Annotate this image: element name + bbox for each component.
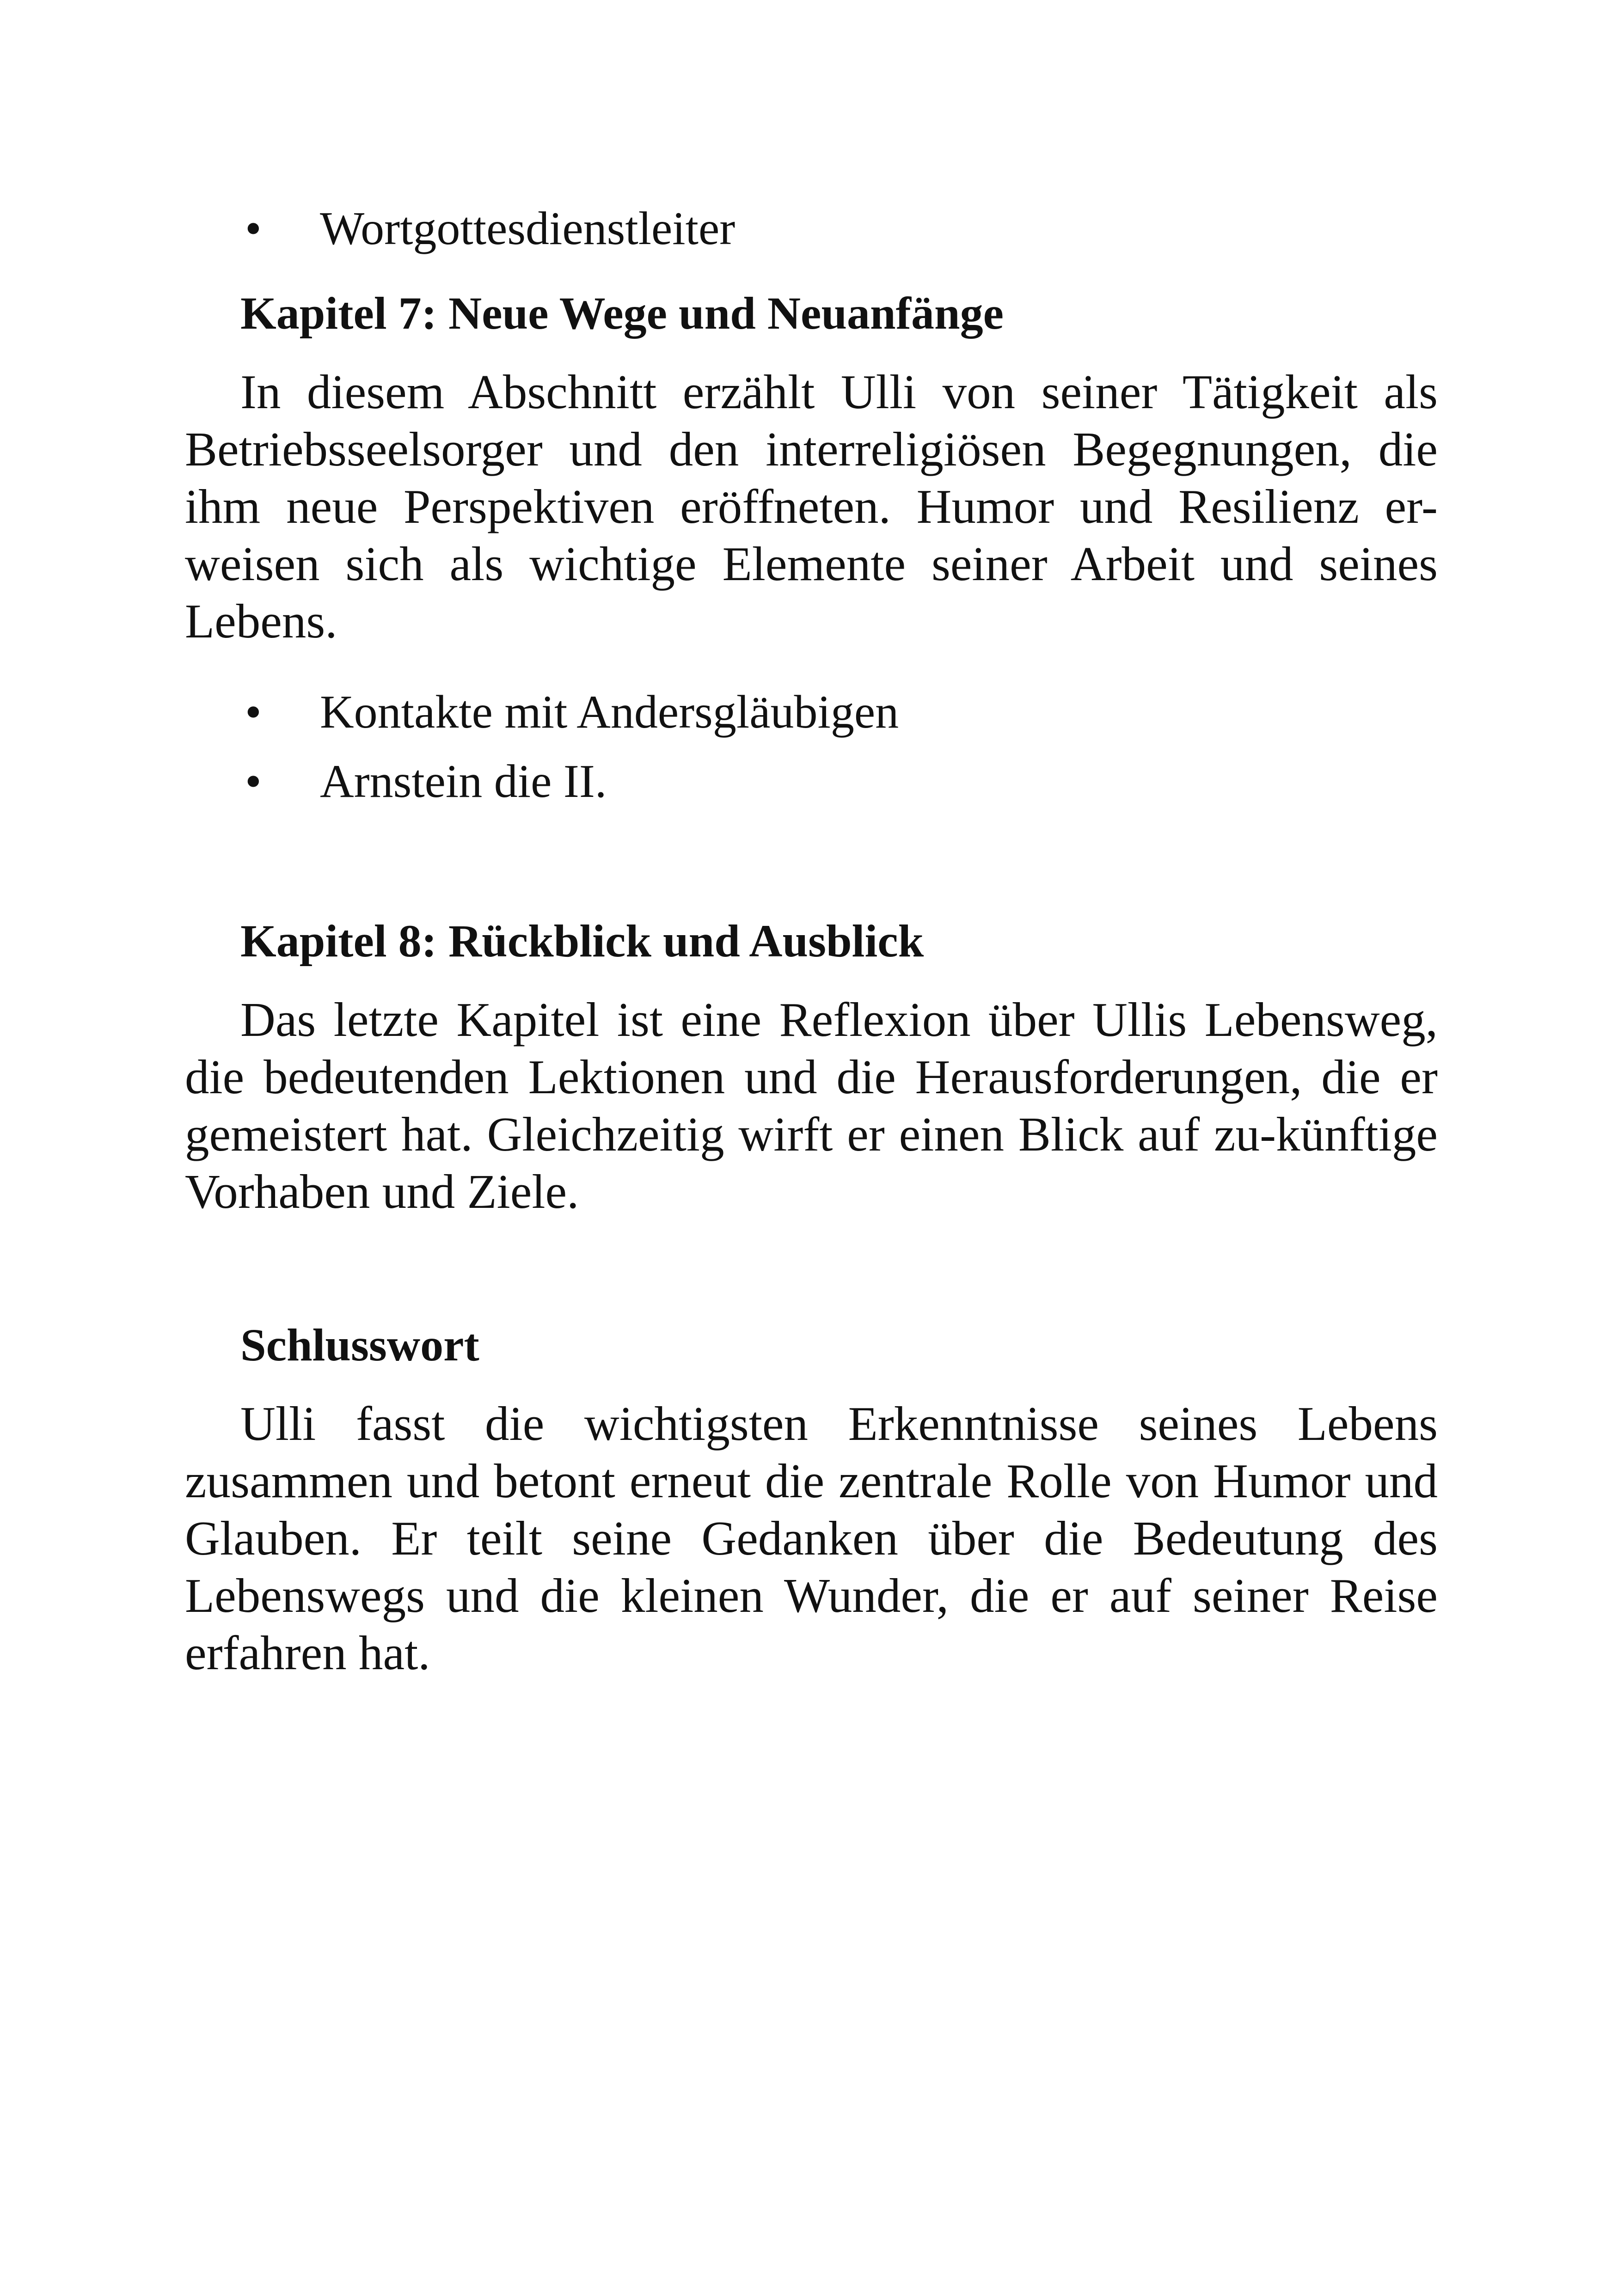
list-item	[185, 194, 1438, 263]
chapter-7-heading: Kapitel 7: Neue Wege und Neuanfänge	[240, 288, 1004, 339]
list-item	[185, 678, 1438, 747]
chapter-8-paragraph: Das letzte Kapitel ist eine Reflexion über Ullis Lebensweg, die bedeutenden Lektionen und die Herausforderungen, die er gemeistert hat. Gleichzeitig wirft er einen Blick auf zu-künftige Vorhaben und Ziele.	[185, 992, 1438, 1218]
list-item-text: Arnstein die II.	[320, 755, 607, 808]
chapter-7-paragraph: In diesem Abschnitt erzählt Ulli von seiner Tätigkeit als Betriebsseelsorger und den interreligiösen Begegnungen, die ihm neue Perspektiven eröffneten. Humor und Resilienz er-weisen sich als wichtige Elemente seiner Arbeit und seines Lebens.	[185, 365, 1438, 648]
page-content	[185, 194, 1438, 1682]
list-item-text: Kontakte mit Andersgläubigen	[320, 686, 899, 738]
schlusswort-heading: Schlusswort	[240, 1319, 479, 1371]
list-item-text: Wortgottesdienstleiter	[320, 202, 735, 255]
schlusswort-paragraph: Ulli fasst die wichtigsten Erkenntnisse seines Lebens zusammen und betont erneut die zentrale Rolle von Humor und Glauben. Er teilt seine Gedanken über die Bedeutung des Lebenswegs und die kleinen Wunder, die er auf seiner Reise erfahren hat.	[185, 1396, 1438, 1680]
chapter-8-heading: Kapitel 8: Rückblick und Ausblick	[240, 915, 924, 967]
bullet-icon: •	[245, 755, 262, 808]
bullet-icon: •	[245, 202, 262, 255]
list-item	[185, 747, 1438, 816]
bullet-icon: •	[245, 686, 262, 738]
